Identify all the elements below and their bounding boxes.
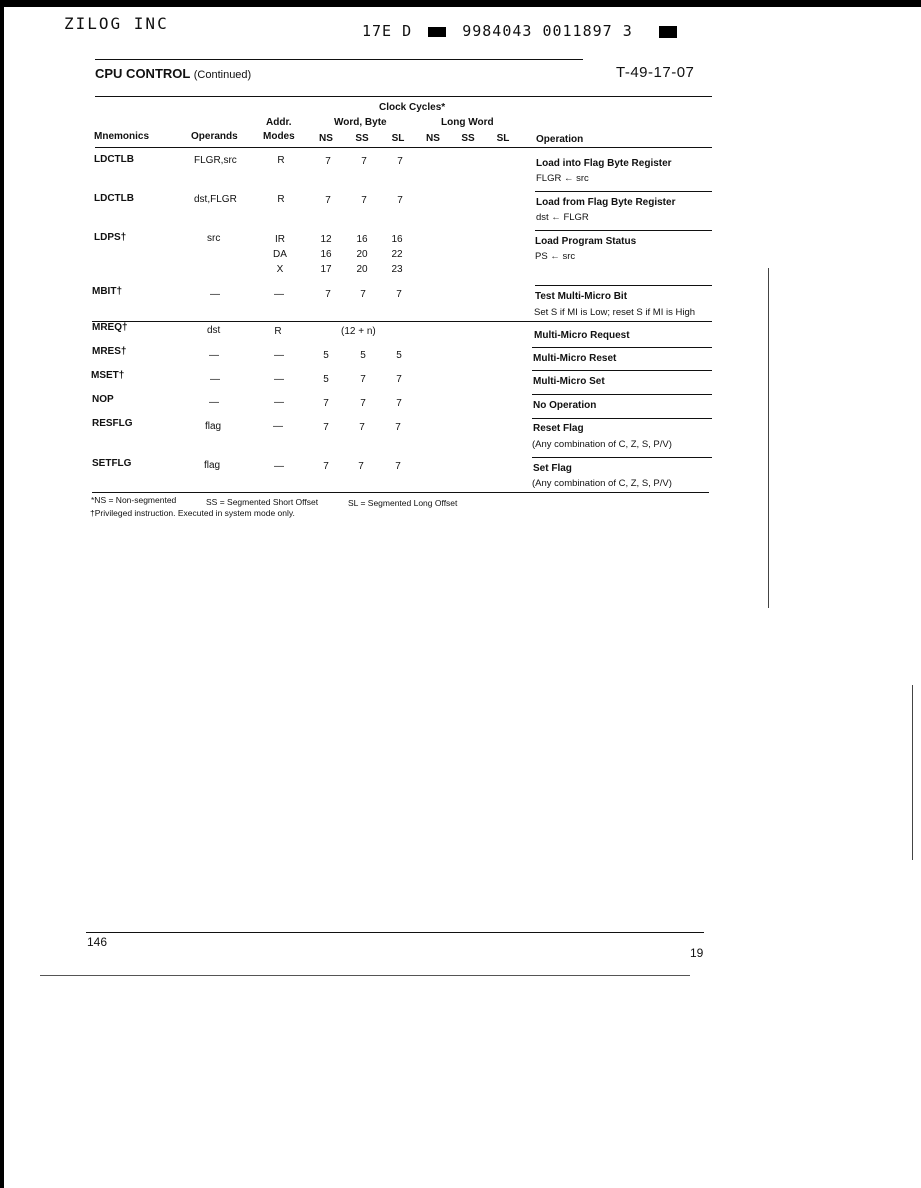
row-operands: — [209, 397, 219, 408]
doc-number-text: 9984043 0011897 3 [462, 22, 633, 40]
row-op-title: Load from Flag Byte Register [536, 197, 676, 208]
row-modes: R [277, 194, 285, 205]
row-ns: 7 [323, 398, 329, 409]
row-sl: 5 [396, 350, 402, 361]
scan-top-border [0, 0, 921, 7]
sl2-header: SL [496, 133, 510, 144]
row-ss: 16 [356, 234, 368, 245]
word-byte-header: Word, Byte [334, 117, 387, 128]
row-operands: — [210, 289, 220, 300]
row-op-title: No Operation [533, 400, 597, 411]
long-word-header: Long Word [441, 117, 494, 128]
row-ns-3: 17 [320, 264, 332, 275]
row-mnemonic: LDCTLB [94, 154, 134, 165]
t-code: T-49-17-07 [616, 64, 695, 81]
row-operands: dst,FLGR [194, 194, 237, 205]
row-rule [532, 370, 712, 371]
row-op-detail: Set S if MI is Low; reset S if MI is High [534, 307, 696, 318]
row-modes: IR [275, 234, 285, 245]
row-op-detail: FLGR ← src [536, 173, 589, 184]
row-sl: 7 [396, 374, 402, 385]
row-ss: 7 [358, 461, 364, 472]
row-mnemonic: RESFLG [92, 418, 133, 429]
row-sl: 7 [395, 422, 401, 433]
row-sl: 16 [391, 234, 403, 245]
row-modes: — [274, 374, 284, 385]
ss2-header: SS [461, 133, 475, 144]
row-rule [532, 418, 712, 419]
row-rule [532, 457, 712, 458]
row-op-title: Multi-Micro Set [533, 376, 605, 387]
row-modes: — [274, 289, 284, 300]
sl-header: SL [391, 133, 405, 144]
title-rule [95, 59, 583, 60]
row-modes-2: DA [273, 249, 287, 260]
section-title: CPU CONTROL (Continued) [95, 66, 252, 81]
scan-edge-line [768, 268, 769, 608]
footnote-sl: SL = Segmented Long Offset [348, 498, 458, 508]
row-cycles: (12 + n) [341, 326, 376, 337]
row-ss: 7 [359, 422, 365, 433]
clock-cycles-header: Clock Cycles* [379, 102, 446, 113]
row-ns: 5 [323, 374, 329, 385]
row-sl: 7 [396, 289, 402, 300]
row-ns-2: 16 [320, 249, 332, 260]
row-ns: 7 [325, 289, 331, 300]
row-ss: 7 [361, 156, 367, 167]
row-sl: 7 [396, 398, 402, 409]
row-mnemonic: MBIT† [92, 286, 122, 297]
footnote-privileged: †Privileged instruction. Executed in system mode only. [90, 508, 295, 518]
scan-edge-line-2 [912, 685, 913, 860]
operation-header: Operation [536, 134, 584, 145]
row-sl: 7 [397, 156, 403, 167]
row-operands: flag [204, 460, 221, 471]
footnote-ss: SS = Segmented Short Offset [206, 497, 319, 507]
modes-header: Modes [263, 131, 295, 142]
doc-code-text: 17E D [362, 22, 413, 40]
redaction-mark [428, 27, 446, 37]
row-ns: 7 [323, 422, 329, 433]
row-op-title: Load Program Status [535, 236, 637, 247]
ns2-header: NS [426, 133, 440, 144]
row-modes: R [274, 326, 282, 337]
row-mnemonic: LDPS† [94, 232, 127, 243]
row-rule [535, 191, 712, 192]
row-operands: — [210, 374, 220, 385]
mnemonics-header: Mnemonics [94, 131, 150, 142]
row-operands: dst [207, 325, 221, 336]
row-ns: 7 [323, 461, 329, 472]
row-mnemonic: NOP [92, 394, 114, 405]
row-mnemonic: MSET† [91, 370, 125, 381]
row-sl: 7 [395, 461, 401, 472]
row-op-detail: (Any combination of C, Z, S, P/V) [532, 478, 672, 489]
row-operands: FLGR,src [194, 155, 237, 166]
header-bottom-rule [95, 147, 712, 148]
row-rule [532, 347, 712, 348]
row-sl: 7 [397, 195, 403, 206]
row-op-title: Reset Flag [533, 423, 584, 434]
row-modes: — [274, 461, 284, 472]
row-ss: 7 [360, 398, 366, 409]
row-operands: src [207, 233, 221, 244]
row-sl-3: 23 [391, 264, 403, 275]
redaction-mark-2 [659, 26, 677, 38]
row-rule [92, 321, 712, 322]
operands-header: Operands [191, 131, 238, 142]
ns-header: NS [319, 133, 333, 144]
row-modes: — [273, 421, 283, 432]
row-rule [535, 230, 712, 231]
scan-left-border [0, 0, 4, 1188]
ss-header: SS [355, 133, 369, 144]
row-modes-3: X [276, 264, 284, 275]
row-ns: 7 [325, 195, 331, 206]
row-ss-3: 20 [356, 264, 368, 275]
row-ss: 5 [360, 350, 366, 361]
page-number-right: 19 [690, 946, 704, 960]
row-mnemonic: MREQ† [92, 322, 128, 333]
row-ss: 7 [361, 195, 367, 206]
document-code [362, 22, 677, 40]
row-ns: 7 [325, 156, 331, 167]
row-op-detail: PS ← src [535, 251, 576, 262]
row-ss: 7 [360, 374, 366, 385]
footer-rule [86, 932, 704, 933]
footnote-ns: *NS = Non-segmented [91, 495, 177, 505]
row-op-title: Load into Flag Byte Register [536, 158, 672, 169]
row-mnemonic: SETFLG [92, 458, 132, 469]
table-top-rule [95, 96, 712, 97]
table-bottom-rule [92, 492, 709, 493]
scan-bottom-rule [40, 975, 690, 976]
row-ss: 7 [360, 289, 366, 300]
row-op-title: Test Multi-Micro Bit [535, 291, 628, 302]
page-number-left: 146 [87, 935, 108, 949]
row-op-title: Multi-Micro Request [534, 330, 630, 341]
row-modes: — [274, 350, 284, 361]
addr-header: Addr. [266, 117, 292, 128]
row-op-detail: dst ← FLGR [536, 212, 589, 223]
row-operands: — [209, 350, 219, 361]
row-mnemonic: LDCTLB [94, 193, 134, 204]
row-rule [535, 285, 712, 286]
company-header: ZILOG INC [64, 14, 169, 33]
row-sl-2: 22 [391, 249, 403, 260]
row-op-title: Multi-Micro Reset [533, 353, 617, 364]
row-modes: R [277, 155, 285, 166]
row-ns: 5 [323, 350, 329, 361]
row-modes: — [274, 397, 284, 408]
row-rule [532, 394, 712, 395]
row-op-detail: (Any combination of C, Z, S, P/V) [532, 439, 672, 450]
row-operands: flag [205, 421, 222, 432]
row-mnemonic: MRES† [92, 346, 127, 357]
row-op-title: Set Flag [533, 463, 572, 474]
row-ss-2: 20 [356, 249, 368, 260]
row-ns: 12 [320, 234, 332, 245]
